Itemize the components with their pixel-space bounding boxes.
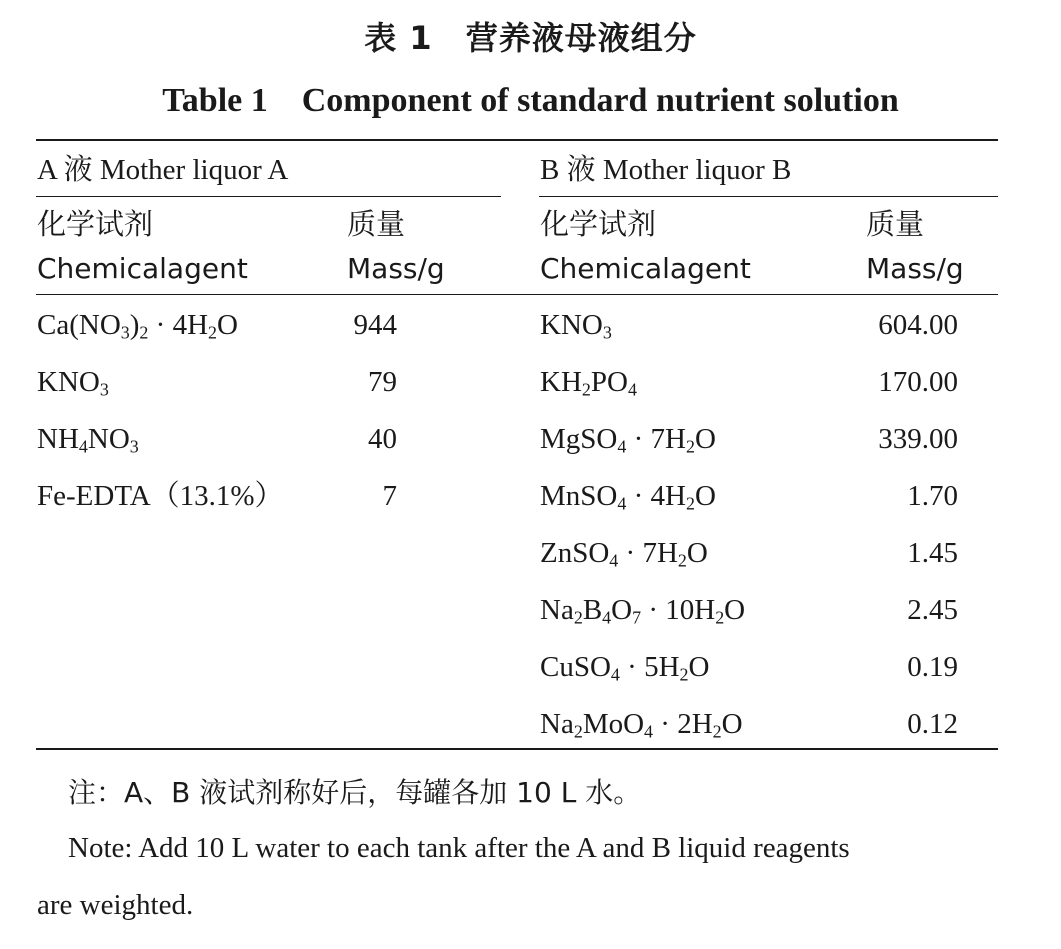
group-a-chemical-header-en: Chemicalagent [37, 252, 248, 285]
group-a-mass: 7 [382, 480, 397, 512]
group-b-reagent: $Na_2B_4O_7 \cdot 10H_2O$ [540, 594, 746, 628]
group-b-mass: 2.45 [907, 594, 958, 626]
group-b-mass-header-en: Mass/g [866, 252, 964, 285]
group-a-reagent: $NH_4NO_3$ [37, 423, 139, 457]
group-a-label: A 液 Mother liquor A [37, 154, 289, 186]
note-chinese: 注：A、B 液试剂称好后，每罐各加 10 L 水。 [68, 776, 642, 809]
group-b-mass: 604.00 [878, 309, 958, 341]
group-b-reagent: $KH_2PO_4$ [540, 366, 637, 400]
group-b-chemical-header-en: Chemicalagent [540, 252, 751, 285]
group-a-mass: 40 [368, 423, 397, 455]
top-rule [36, 139, 998, 141]
group-b-mass: 1.70 [907, 480, 958, 512]
group-b-underline [539, 196, 998, 197]
group-b-reagent: $KNO_3$ [540, 309, 612, 343]
group-a-mass-header-en: Mass/g [347, 252, 445, 285]
group-b-reagent: MgSO$_4$ · $7H_2O$ [540, 423, 716, 457]
group-b-chemical-header-cn: 化学试剂 [540, 207, 657, 241]
group-a-underline [36, 196, 501, 197]
group-a-reagent: $KNO_3$ [37, 366, 109, 400]
group-a-mass-header-cn: 质量 [347, 207, 406, 241]
group-a-mass: 79 [368, 366, 397, 398]
group-b-mass: 0.19 [907, 651, 958, 683]
group-b-mass: 1.45 [907, 537, 958, 569]
group-a-reagent: Fe-EDTA（13.1%） [37, 480, 284, 512]
note-english-line2: are weighted. [37, 889, 194, 921]
group-b-reagent: CuSO$_4$ · $5H_2O$ [540, 651, 710, 685]
group-b-mass: 339.00 [878, 423, 958, 455]
bottom-rule [36, 748, 998, 750]
group-b-mass-header-cn: 质量 [866, 207, 925, 241]
group-b-mass: 170.00 [878, 366, 958, 398]
group-b-reagent: MnSO$_4$ · $4H_2O$ [540, 480, 716, 514]
table-title-english: Table 1 Component of standard nutrient solution [162, 82, 899, 119]
group-a-mass: 944 [353, 309, 397, 341]
group-b-reagent: ZnSO$_4$ · $7H_2O$ [540, 537, 708, 571]
header-rule [36, 294, 998, 295]
group-b-label: B 液 Mother liquor B [540, 154, 792, 186]
note-english-line1: Note: Add 10 L water to each tank after the A and B liquid reagents [68, 832, 850, 864]
group-b-reagent: $Na_2MoO_4 \cdot 2H_2O$ [540, 708, 743, 742]
group-b-mass: 0.12 [907, 708, 958, 740]
group-a-reagent: $Ca(NO_3)_2 \cdot 4H_2O$ [37, 309, 238, 343]
table-title-chinese: 表 1 营养液母液组分 [364, 19, 697, 57]
group-a-chemical-header-cn: 化学试剂 [37, 207, 154, 241]
